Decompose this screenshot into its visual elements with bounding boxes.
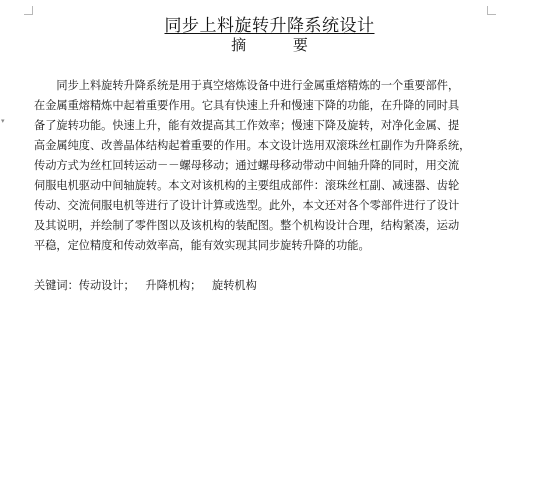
keyword-item: 传动设计； (78, 279, 135, 292)
abstract-line[interactable]: 同步上料旋转升降系统是用于真空熔炼设备中进行金属重熔精炼的一个重要部件， (34, 79, 460, 92)
abstract-line[interactable]: 传动、交流伺服电机等进行了设计计算或选型。此外，本文还对各个零部件进行了设计 (34, 199, 460, 212)
abstract-heading[interactable]: 摘 要 (231, 36, 322, 54)
abstract-line[interactable]: 传动方式为丝杠回转运动－－螺母移动；通过螺母移动带动中间轴升降的同时，用交流 (34, 159, 460, 172)
abstract-line[interactable]: 备了旋转功能。快速上升，能有效提高其工作效率；慢速下降及旋转，对净化金属、提 (34, 119, 460, 132)
keywords-line[interactable] (34, 277, 490, 295)
document-title[interactable]: 同步上料旋转升降系统设计 (164, 16, 375, 36)
keyword-item: 旋转机构 (212, 279, 257, 292)
abstract-line[interactable]: 高金属纯度、改善晶体结构起着重要的作用。本文设计选用双滚珠丝杠副作为升降系统， (34, 139, 471, 152)
margin-marker-icon: ▾ (1, 117, 5, 125)
keyword-item: 升降机构； (145, 279, 202, 292)
keywords-label: 关键词： (34, 279, 79, 292)
abstract-body[interactable] (34, 76, 490, 256)
abstract-line[interactable]: 在金属重熔精炼中起着重要作用。它具有快速上升和慢速下降的功能，在升降的同时具 (34, 99, 460, 112)
abstract-line[interactable]: 平稳，定位精度和传动效率高，能有效实现其同步旋转升降的功能。 (34, 239, 370, 252)
abstract-line[interactable]: 伺服电机驱动中间轴旋转。本文对该机构的主要组成部件：滚珠丝杠副、减速器、齿轮 (34, 179, 460, 192)
abstract-line[interactable]: 及其说明，并绘制了零件图以及该机构的装配图。整个机构设计合理，结构紧凑，运动 (34, 219, 460, 232)
